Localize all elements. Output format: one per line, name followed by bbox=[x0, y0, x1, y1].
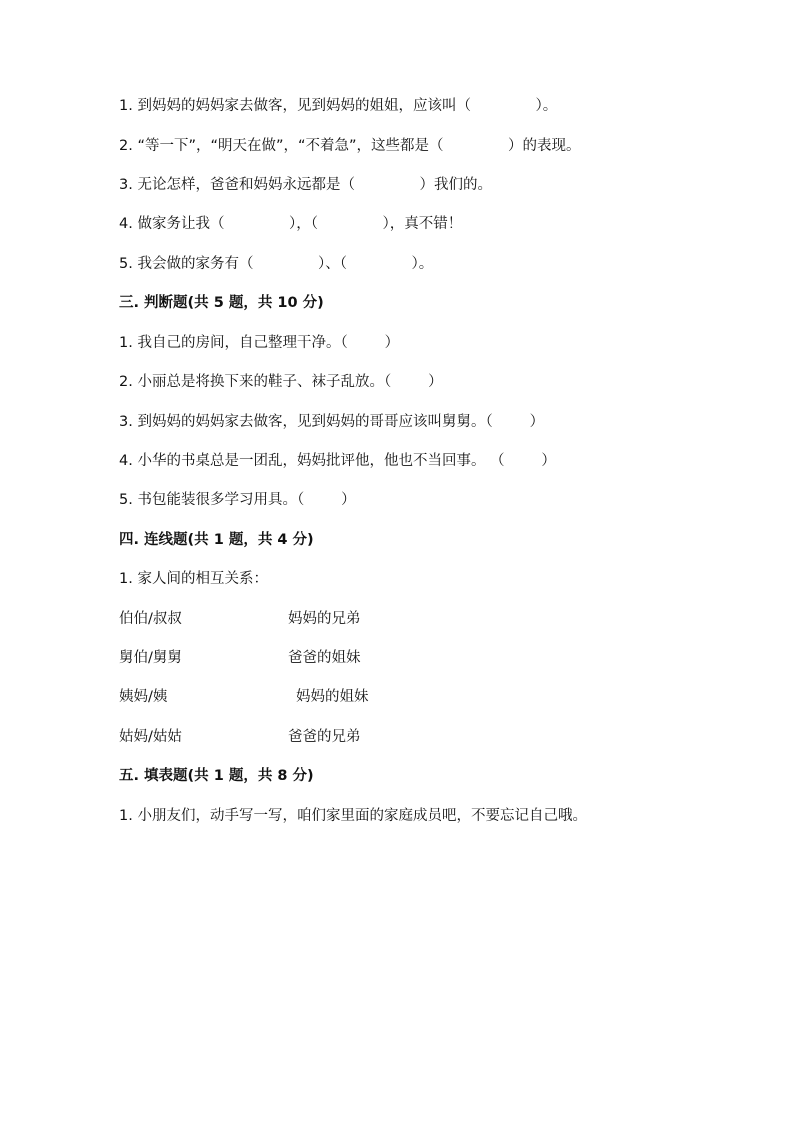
section-heading-fill-table: 五. 填表题(共 1 题，共 8 分) bbox=[119, 768, 314, 784]
fill-blank-question-4: 4. 做家务让我（ ），（ ），真不错！ bbox=[119, 216, 463, 232]
matching-question: 1. 家人间的相互关系： bbox=[119, 571, 268, 587]
matching-right-item-3: 妈妈的姐妹 bbox=[296, 689, 369, 705]
matching-left-item-1: 伯伯/叔叔 bbox=[119, 611, 182, 627]
matching-right-item-2: 爸爸的姐妹 bbox=[288, 650, 361, 666]
matching-left-item-3: 姨妈/姨 bbox=[119, 689, 168, 705]
fill-blank-question-2: 2. “等一下”，“明天在做”，“不着急”，这些都是（ ）的表现。 bbox=[119, 138, 581, 154]
section-heading-matching: 四. 连线题(共 1 题，共 4 分) bbox=[119, 532, 314, 548]
fill-blank-question-3: 3. 无论怎样，爸爸和妈妈永远都是（ ）我们的。 bbox=[119, 177, 492, 193]
fill-table-question: 1. 小朋友们，动手写一写，咱们家里面的家庭成员吧，不要忘记自己哦。 bbox=[119, 808, 587, 824]
section-heading-judgment: 三. 判断题(共 5 题，共 10 分) bbox=[119, 295, 324, 311]
judgment-question-3: 3. 到妈妈的妈妈家去做客，见到妈妈的哥哥应该叫舅舅。（ ） bbox=[119, 414, 545, 430]
judgment-question-1: 1. 我自己的房间，自己整理干净。（ ） bbox=[119, 335, 400, 351]
fill-blank-question-5: 5. 我会做的家务有（ ）、（ ）。 bbox=[119, 256, 434, 272]
judgment-question-2: 2. 小丽总是将换下来的鞋子、袜子乱放。（ ） bbox=[119, 374, 443, 390]
matching-right-item-4: 爸爸的兄弟 bbox=[288, 729, 361, 745]
judgment-question-4: 4. 小华的书桌总是一团乱，妈妈批评他，他也不当回事。 （ ） bbox=[119, 453, 556, 469]
matching-right-item-1: 妈妈的兄弟 bbox=[288, 611, 361, 627]
matching-left-item-2: 舅伯/舅舅 bbox=[119, 650, 182, 666]
fill-blank-question-1: 1. 到妈妈的妈妈家去做客，见到妈妈的姐姐，应该叫（ ）。 bbox=[119, 98, 558, 114]
matching-left-item-4: 姑妈/姑姑 bbox=[119, 729, 182, 745]
judgment-question-5: 5. 书包能装很多学习用具。（ ） bbox=[119, 492, 356, 508]
